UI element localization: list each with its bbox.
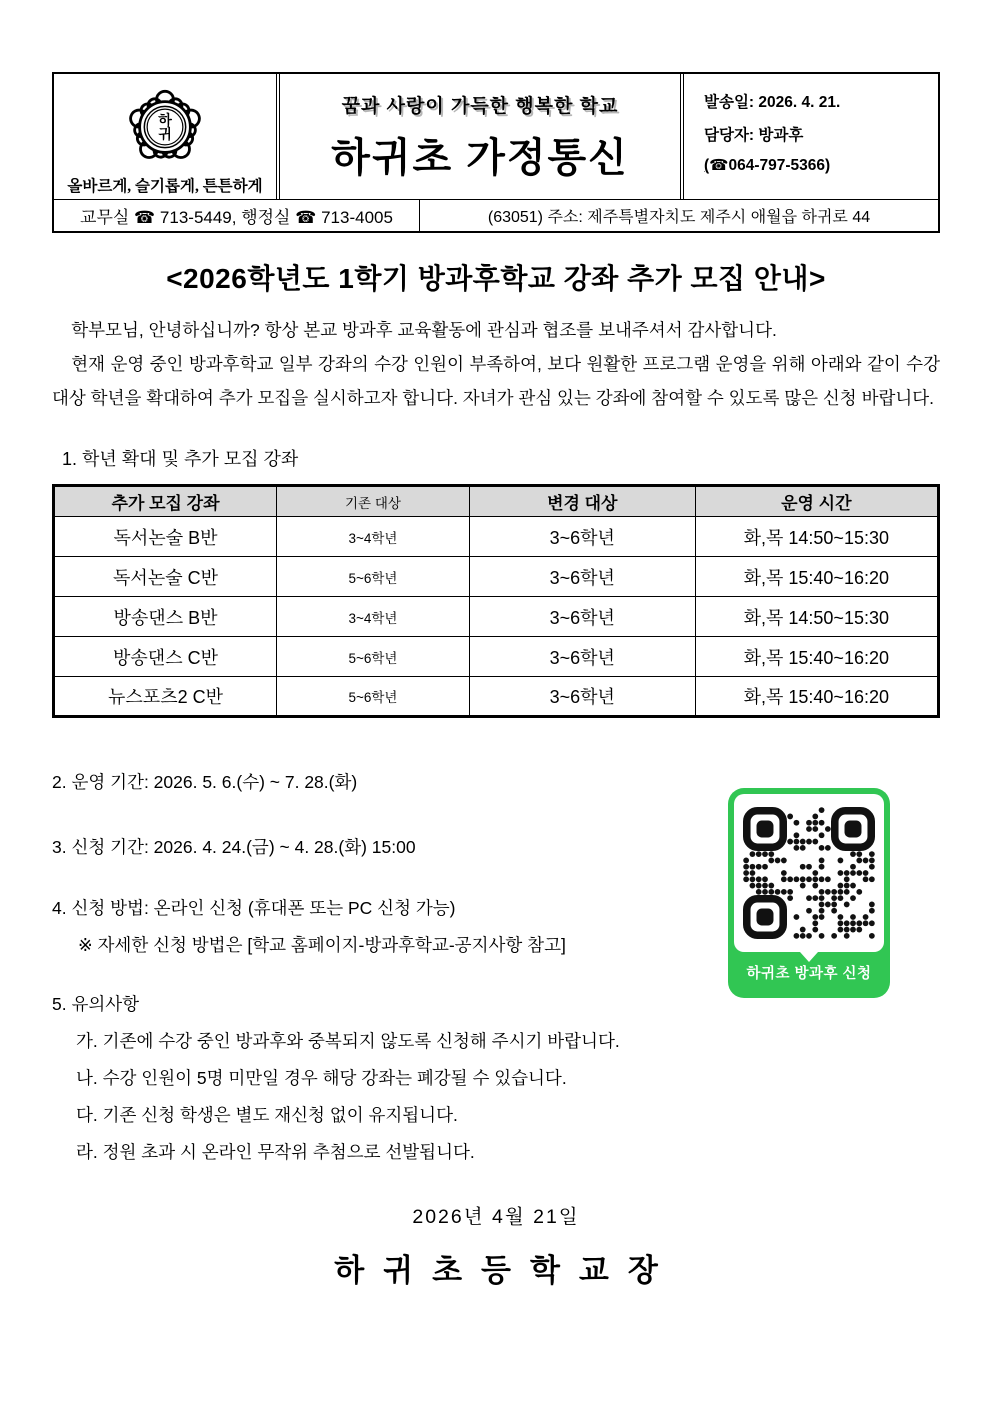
col-header-old-target: 기존 대상 xyxy=(277,486,470,517)
qr-code-icon xyxy=(743,807,875,939)
manager-line xyxy=(704,123,932,145)
phone-open-paren: ( xyxy=(704,157,710,174)
qr-label-band xyxy=(734,952,884,992)
cell-old-target: 5~6학년 xyxy=(277,637,470,677)
cell-time: 화,목 15:40~16:20 xyxy=(695,557,938,597)
school-address: (63051) 주소: 제주특별자치도 제주시 애월읍 하귀로 44 xyxy=(487,209,871,226)
table-header-row xyxy=(54,486,939,517)
qr-label: 하귀초 방과후 신청 xyxy=(746,965,872,982)
masthead xyxy=(52,72,940,233)
course-table-wrap xyxy=(52,484,940,718)
table-row xyxy=(54,677,939,717)
manager-label: 담당자: xyxy=(704,127,755,144)
cell-old-target: 3~4학년 xyxy=(277,517,470,557)
section5-heading: 5. 유의사항 xyxy=(52,994,140,1014)
section3-application-period: 3. 신청 기간: 2026. 4. 24.(금) ~ 4. 28.(화) 15:00 xyxy=(52,837,416,857)
emblem-letter-bottom: 귀 xyxy=(158,126,172,143)
col-header-course: 추가 모집 강좌 xyxy=(54,486,277,517)
section1-heading: 1. 학년 확대 및 추가 모집 강좌 xyxy=(62,449,299,469)
send-date-line xyxy=(704,90,932,112)
cell-course: 방송댄스 C반 xyxy=(54,637,277,677)
cell-time: 화,목 14:50~15:30 xyxy=(695,597,938,637)
office-phones: 교무실 ☎ 713-5449, 행정실 ☎ 713-4005 xyxy=(54,200,420,231)
intro-paragraphs xyxy=(52,313,940,415)
purpose-paragraph: 현재 운영 중인 방과후학교 일부 강좌의 수강 인원이 부족하여, 보다 원활한 프로그램 운영을 위해 아래와 같이 수강 대상 학년을 확대하여 추가 모집을 실시하고자 합니다. 자녀가 관심 있는 강좌에 참여할 수 있도록 많은 신청 바랍니다. xyxy=(52,354,940,408)
school-motto: 올바르게, 슬기롭게, 튼튼하게 xyxy=(67,178,263,195)
masthead-logo-cell xyxy=(54,74,280,199)
principal-signature: 하귀초등학교장 xyxy=(334,1253,677,1288)
qr-code-area xyxy=(734,794,884,952)
cell-new-target: 3~6학년 xyxy=(469,637,695,677)
notice-item-ra: 라. 정원 초과 시 온라인 무작위 추첨으로 선발됩니다. xyxy=(76,1142,475,1162)
table-row xyxy=(54,597,939,637)
masthead-top-row xyxy=(54,74,938,200)
cell-old-target: 5~6학년 xyxy=(277,677,470,717)
greeting-paragraph: 학부모님, 안녕하십니까? 항상 본교 방과후 교육활동에 관심과 협조를 보내주셔서 감사합니다. xyxy=(71,320,777,340)
notice-item-da: 다. 기존 신청 학생은 별도 재신청 없이 유지됩니다. xyxy=(76,1105,458,1125)
cell-new-target: 3~6학년 xyxy=(469,557,695,597)
table-row xyxy=(54,517,939,557)
col-header-time: 운영 시간 xyxy=(695,486,938,517)
newsletter-title: 하귀초 가정통신 xyxy=(331,135,629,180)
qr-notch-icon xyxy=(800,952,818,962)
section4-application-method: 4. 신청 방법: 온라인 신청 (휴대폰 또는 PC 신청 가능) xyxy=(52,898,456,918)
emblem-letter-top: 하 xyxy=(158,112,172,129)
manager-phone-line xyxy=(704,156,932,175)
document-title: <2026학년도 1학기 방과후학교 강좌 추가 모집 안내> xyxy=(166,263,826,294)
cell-new-target: 3~6학년 xyxy=(469,677,695,717)
cell-new-target: 3~6학년 xyxy=(469,517,695,557)
qr-badge xyxy=(728,788,890,998)
cell-old-target: 3~4학년 xyxy=(277,597,470,637)
masthead-bottom-row xyxy=(54,200,938,231)
send-date-value: 2026. 4. 21. xyxy=(758,94,841,111)
issue-date: 2026년 4월 21일 xyxy=(412,1206,580,1228)
section4-note: ※ 자세한 신청 방법은 [학교 홈페이지-방과후학교-공지사항 참고] xyxy=(78,935,566,955)
masthead-info-cell xyxy=(680,74,938,199)
cell-course: 방송댄스 B반 xyxy=(54,597,277,637)
cell-old-target: 5~6학년 xyxy=(277,557,470,597)
cell-time: 화,목 15:40~16:20 xyxy=(695,677,938,717)
table-row xyxy=(54,637,939,677)
table-row xyxy=(54,557,939,597)
manager-phone-value: ☎064-797-5366) xyxy=(709,157,831,174)
notice-item-na: 나. 수강 인원이 5명 미만일 경우 해당 강좌는 폐강될 수 있습니다. xyxy=(76,1068,567,1088)
send-date-label: 발송일: xyxy=(704,94,755,111)
col-header-new-target: 변경 대상 xyxy=(469,486,695,517)
section2-operation-period: 2. 운영 기간: 2026. 5. 6.(수) ~ 7. 28.(화) xyxy=(52,772,358,792)
course-table xyxy=(52,484,940,718)
signature-line xyxy=(0,1245,992,1290)
cell-course: 독서논술 C반 xyxy=(54,557,277,597)
cell-course: 뉴스포츠2 C반 xyxy=(54,677,277,717)
cell-time: 화,목 15:40~16:20 xyxy=(695,637,938,677)
cell-time: 화,목 14:50~15:30 xyxy=(695,517,938,557)
school-slogan: 꿈과 사랑이 가득한 행복한 학교 xyxy=(341,95,619,117)
notice-item-ga: 가. 기존에 수강 중인 방과후와 중복되지 않도록 신청해 주시기 바랍니다. xyxy=(76,1031,620,1051)
cell-course: 독서논술 B반 xyxy=(54,517,277,557)
manager-value: 방과후 xyxy=(758,127,804,144)
school-emblem-icon xyxy=(116,80,214,174)
cell-new-target: 3~6학년 xyxy=(469,597,695,637)
masthead-title-cell xyxy=(280,74,680,199)
